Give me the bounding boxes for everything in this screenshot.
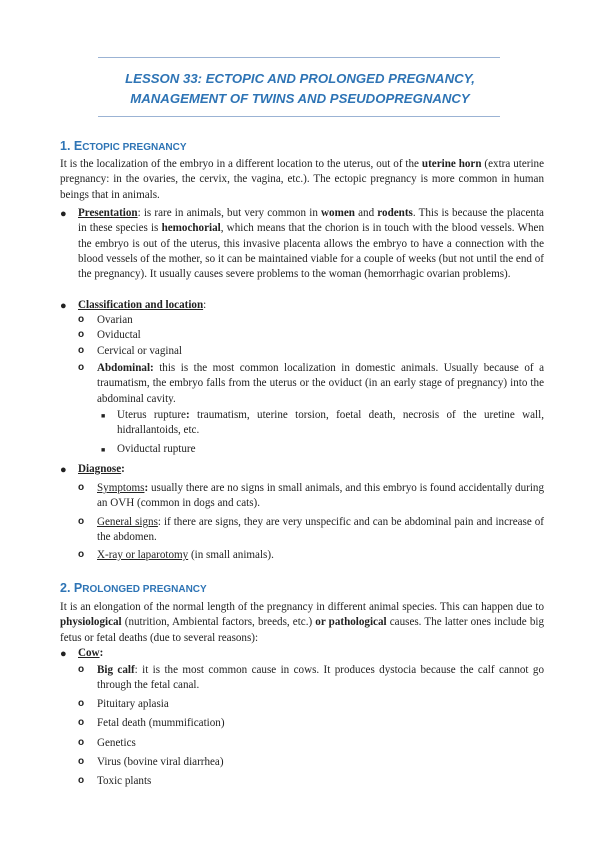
lesson-title [0,69,600,109]
cow-item-genetics: Genetics [97,737,136,749]
class-item-ovarian: Ovarian [97,314,133,326]
diagnose-symptoms: Symptoms: usually there are no signs in small animals, and this embryo is found accidentally during an OVH (common in dogs and cats). [97,482,544,510]
ectopic-intro: It is the localization of the embryo in a different location to the uterus, out of the uterine horn (extra uterine pregnancy: in the ovaries, the cervix, the vagina, etc.). The ectopic pregnancy is more common in human beings that in animals. [60,158,544,201]
section-heading-prolonged: 2. PROLONGED PREGNANCY [60,581,207,595]
top-rule [98,57,500,58]
circle-bullet-icon: o [78,549,85,560]
circle-bullet-icon: o [78,329,85,340]
bullet-icon: ● [60,300,67,312]
prolonged-intro: It is an elongation of the normal length of the pregnancy in different animal species. This can happen due to physiological (nutrition, Ambiental factors, breeds, etc.) or pathological causes. The latter ones include big fetus or fetal deaths (due to several reasons): [60,601,545,644]
circle-bullet-icon: o [78,698,85,709]
diagnose-heading: Diagnose: [78,463,125,475]
diagnose-general-signs: General signs: if there are signs, they are very unspecific and can be abdominal pain and increase of the abdomen. [97,516,544,544]
bullet-icon: ● [60,464,67,476]
title-line-1: LESSON 33: ECTOPIC AND PROLONGED PREGNANCY, [125,71,475,86]
cow-item-fetal-death: Fetal death (mummification) [97,717,225,729]
circle-bullet-icon: o [78,756,85,767]
title-line-2: MANAGEMENT OF TWINS AND PSEUDOPREGNANCY [130,91,470,106]
diagnose-xray: X-ray or laparotomy (in small animals). [97,549,274,561]
circle-bullet-icon: o [78,516,85,527]
oviductal-rupture-item: Oviductal rupture [117,443,196,455]
bullet-icon: ● [60,648,67,660]
classification-heading: Classification and location: [78,299,207,311]
cow-item-toxic-plants: Toxic plants [97,775,152,787]
circle-bullet-icon: o [78,737,85,748]
square-bullet-icon: ■ [101,446,106,454]
circle-bullet-icon: o [78,664,85,675]
circle-bullet-icon: o [78,775,85,786]
class-item-cervical: Cervical or vaginal [97,345,183,357]
bottom-rule [98,116,500,117]
bullet-icon: ● [60,208,67,220]
cow-item-pituitary: Pituitary aplasia [97,698,169,710]
cow-item-virus: Virus (bovine viral diarrhea) [97,756,224,768]
class-item-abdominal: Abdominal: this is the most common localization in domestic animals. Usually because of a traumatism, the embryo falls from the uterus or the oviduct (in an early stage of pregnancy) into the abdominal cavity. [97,362,544,405]
cow-big-calf: Big calf: it is the most common cause in cows. It produces dystocia because the calf cannot go through the fetal canal. [97,664,544,692]
class-item-oviductal: Oviductal [97,329,141,341]
circle-bullet-icon: o [78,717,85,728]
presentation-item: Presentation: is rare in animals, but very common in women and rodents. This is because the placenta in these species is hemochorial, which means that the chorion is in touch with the blood vessels. When the embryo is out of the uterus, this invasive placenta allows the embryo to have a connection with the blood vessels of the mother, so it can be maintained viable for a couple of weeks (but not until the end of the pregnancy). It usually causes severe problems to the woman (hemorrhagic ovarian problems). [78,207,544,281]
uterus-rupture-item: Uterus rupture: traumatism, uterine torsion, foetal death, necrosis of the uretine wall, hidrallantoids, etc. [117,409,544,437]
square-bullet-icon: ■ [101,412,106,420]
circle-bullet-icon: o [78,345,85,356]
circle-bullet-icon: o [78,362,85,373]
circle-bullet-icon: o [78,482,85,493]
section-heading-ectopic: 1. ECTOPIC PREGNANCY [60,139,187,153]
cow-heading: Cow: [78,647,104,659]
circle-bullet-icon: o [78,314,85,325]
